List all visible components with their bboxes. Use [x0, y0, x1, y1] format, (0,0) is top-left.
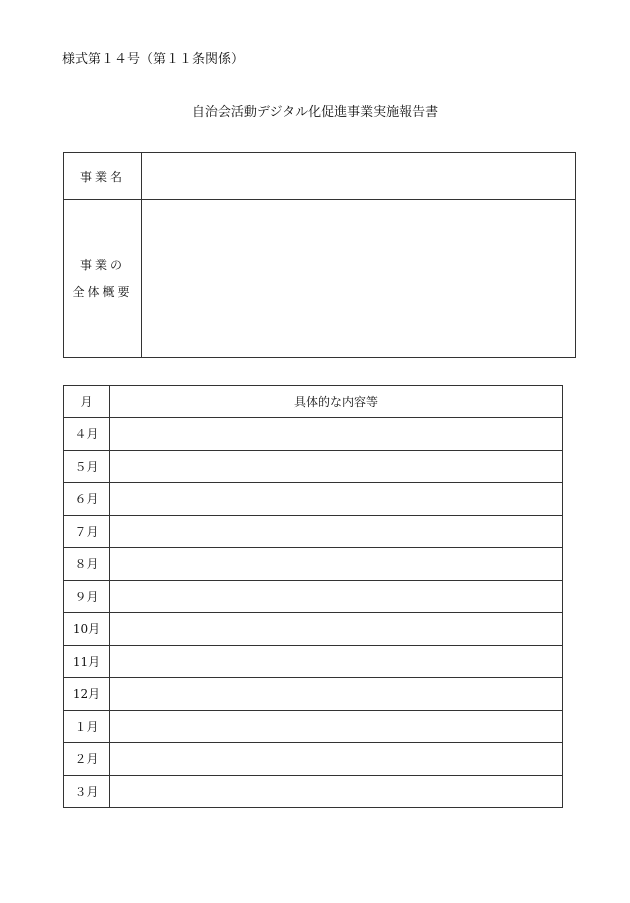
- monthly-plan-table: [63, 385, 563, 808]
- project-overview-field[interactable]: [142, 200, 576, 358]
- month-cell: ５月: [64, 450, 110, 483]
- overview-label-line2: 全体概要: [72, 284, 133, 299]
- table-row: [64, 548, 563, 581]
- month-cell: ３月: [64, 775, 110, 808]
- project-overview-row: [64, 200, 576, 358]
- form-number: 様式第１４号（第１１条関係）: [62, 52, 245, 67]
- overview-label-line1: 事業の: [79, 257, 125, 272]
- project-name-label: 事業名: [64, 153, 142, 200]
- content-cell[interactable]: [110, 613, 563, 646]
- table-row: [64, 743, 563, 776]
- table-row: [64, 710, 563, 743]
- content-cell[interactable]: [110, 580, 563, 613]
- plan-table-header: [64, 386, 563, 418]
- table-row: [64, 418, 563, 451]
- project-info-table: [63, 152, 576, 358]
- content-cell[interactable]: [110, 483, 563, 516]
- month-cell: ６月: [64, 483, 110, 516]
- table-row: [64, 580, 563, 613]
- table-row: [64, 775, 563, 808]
- content-cell[interactable]: [110, 743, 563, 776]
- month-cell: ２月: [64, 743, 110, 776]
- project-name-field[interactable]: [142, 153, 576, 200]
- content-cell[interactable]: [110, 710, 563, 743]
- month-cell: 11月: [64, 645, 110, 678]
- month-cell: ８月: [64, 548, 110, 581]
- project-overview-label: [64, 200, 142, 358]
- month-cell: ９月: [64, 580, 110, 613]
- content-cell[interactable]: [110, 548, 563, 581]
- table-row: [64, 483, 563, 516]
- document-title: 自治会活動デジタル化促進事業実施報告書: [191, 105, 439, 120]
- content-cell[interactable]: [110, 450, 563, 483]
- project-name-row: [64, 153, 576, 200]
- table-row: [64, 515, 563, 548]
- month-cell: 12月: [64, 678, 110, 711]
- content-cell[interactable]: [110, 775, 563, 808]
- content-cell[interactable]: [110, 418, 563, 451]
- content-cell[interactable]: [110, 515, 563, 548]
- content-cell[interactable]: [110, 645, 563, 678]
- month-cell: ４月: [64, 418, 110, 451]
- content-header: 具体的な内容等: [110, 386, 563, 418]
- table-row: [64, 450, 563, 483]
- month-cell: 10月: [64, 613, 110, 646]
- content-cell[interactable]: [110, 678, 563, 711]
- month-cell: １月: [64, 710, 110, 743]
- month-cell: ７月: [64, 515, 110, 548]
- table-row: [64, 613, 563, 646]
- table-row: [64, 678, 563, 711]
- month-header: 月: [64, 386, 110, 418]
- table-row: [64, 645, 563, 678]
